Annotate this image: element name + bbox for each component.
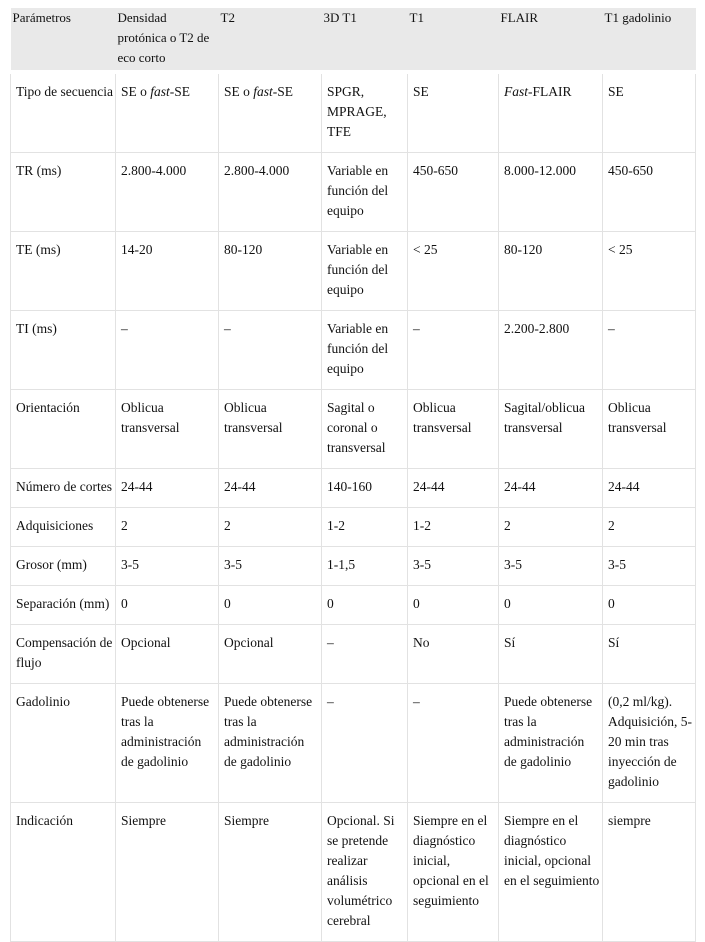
table-cell: Sí xyxy=(499,625,603,684)
table-cell: siempre xyxy=(603,803,696,942)
row-label: Tipo de secuencia xyxy=(11,72,116,153)
table-cell: Variable en función del equipo xyxy=(322,232,408,311)
table-cell: 1-1,5 xyxy=(322,547,408,586)
table-cell: (0,2 ml/kg). Adquisición, 5-20 min tras inyección de gadolinio xyxy=(603,684,696,803)
table-cell: 3-5 xyxy=(499,547,603,586)
table-cell: Puede obtenerse tras la administración de gadolinio xyxy=(116,684,219,803)
table-cell: Sí xyxy=(603,625,696,684)
table-cell: Opcional. Si se pretende realizar análisis volumétrico cerebral xyxy=(322,803,408,942)
table-row xyxy=(11,469,696,508)
italic-term: Fast xyxy=(504,84,529,99)
table-row xyxy=(11,311,696,390)
column-header: Parámetros xyxy=(11,8,116,72)
table-cell: 80-120 xyxy=(499,232,603,311)
header-row xyxy=(11,8,696,72)
table-row xyxy=(11,232,696,311)
table-row xyxy=(11,390,696,469)
table-cell: 1-2 xyxy=(408,508,499,547)
italic-term: fast xyxy=(253,84,273,99)
table-cell: 2.800-4.000 xyxy=(219,153,322,232)
table-cell: SE xyxy=(408,72,499,153)
table-cell: Opcional xyxy=(116,625,219,684)
table-cell: Variable en función del equipo xyxy=(322,153,408,232)
table-cell: 0 xyxy=(116,586,219,625)
row-label: Gadolinio xyxy=(11,684,116,803)
row-label: Número de cortes xyxy=(11,469,116,508)
table-cell: 24-44 xyxy=(408,469,499,508)
table-cell: 0 xyxy=(408,586,499,625)
row-label: Compensación de flujo xyxy=(11,625,116,684)
table-cell: Siempre en el diagnóstico inicial, opcional en el seguimiento xyxy=(499,803,603,942)
table-row xyxy=(11,508,696,547)
table-cell: 2 xyxy=(603,508,696,547)
table-cell: 450-650 xyxy=(603,153,696,232)
table-row xyxy=(11,153,696,232)
table-row xyxy=(11,803,696,942)
table-cell: 0 xyxy=(322,586,408,625)
table-cell: 450-650 xyxy=(408,153,499,232)
row-label: TR (ms) xyxy=(11,153,116,232)
table-body xyxy=(11,72,696,942)
table-cell: 24-44 xyxy=(603,469,696,508)
row-label: Orientación xyxy=(11,390,116,469)
table-cell: 3-5 xyxy=(219,547,322,586)
table-cell: Siempre en el diagnóstico inicial, opcional en el seguimiento xyxy=(408,803,499,942)
table-cell: < 25 xyxy=(408,232,499,311)
table-cell: 2.200-2.800 xyxy=(499,311,603,390)
table-row xyxy=(11,72,696,153)
table-cell: SPGR, MPRAGE, TFE xyxy=(322,72,408,153)
table-cell: Oblicua transversal xyxy=(408,390,499,469)
table-cell: – xyxy=(116,311,219,390)
table-cell: 14-20 xyxy=(116,232,219,311)
table-cell: – xyxy=(408,311,499,390)
column-header: T2 xyxy=(219,8,322,72)
table-cell: 3-5 xyxy=(603,547,696,586)
table-cell: No xyxy=(408,625,499,684)
table-cell: 0 xyxy=(219,586,322,625)
row-label: Separación (mm) xyxy=(11,586,116,625)
table-cell: Oblicua transversal xyxy=(603,390,696,469)
table-cell: Oblicua transversal xyxy=(116,390,219,469)
table-cell: 1-2 xyxy=(322,508,408,547)
table-cell: 80-120 xyxy=(219,232,322,311)
italic-term: fast xyxy=(150,84,170,99)
row-label: TI (ms) xyxy=(11,311,116,390)
table-cell: SE o fast-SE xyxy=(219,72,322,153)
row-label: Grosor (mm) xyxy=(11,547,116,586)
table-cell: 2.800-4.000 xyxy=(116,153,219,232)
table-cell: – xyxy=(603,311,696,390)
table-cell: Puede obtenerse tras la administración de gadolinio xyxy=(499,684,603,803)
table-cell: 2 xyxy=(116,508,219,547)
table-cell: SE xyxy=(603,72,696,153)
table-cell: Fast-FLAIR xyxy=(499,72,603,153)
row-label: Adquisiciones xyxy=(11,508,116,547)
table-cell: Opcional xyxy=(219,625,322,684)
table-cell: 0 xyxy=(499,586,603,625)
column-header: 3D T1 xyxy=(322,8,408,72)
table-cell: Variable en función del equipo xyxy=(322,311,408,390)
table-cell: Oblicua transversal xyxy=(219,390,322,469)
table-cell: – xyxy=(322,625,408,684)
table-row xyxy=(11,586,696,625)
column-header: Densidad protónica o T2 de eco corto xyxy=(116,8,219,72)
column-header: T1 gadolinio xyxy=(603,8,696,72)
table-cell: Siempre xyxy=(116,803,219,942)
table-cell: < 25 xyxy=(603,232,696,311)
table-row xyxy=(11,684,696,803)
table-cell: 140-160 xyxy=(322,469,408,508)
table-cell: Sagital/oblicua transversal xyxy=(499,390,603,469)
table-cell: – xyxy=(322,684,408,803)
column-header: T1 xyxy=(408,8,499,72)
table-cell: 8.000-12.000 xyxy=(499,153,603,232)
table-row xyxy=(11,547,696,586)
table-cell: SE o fast-SE xyxy=(116,72,219,153)
mri-parameters-table xyxy=(10,8,696,942)
table-cell: – xyxy=(219,311,322,390)
column-header: FLAIR xyxy=(499,8,603,72)
table-header xyxy=(11,8,696,72)
table-cell: 24-44 xyxy=(499,469,603,508)
table-cell: 24-44 xyxy=(219,469,322,508)
table-cell: 24-44 xyxy=(116,469,219,508)
row-label: Indicación xyxy=(11,803,116,942)
table-cell: Siempre xyxy=(219,803,322,942)
table-cell: 0 xyxy=(603,586,696,625)
table-cell: 3-5 xyxy=(408,547,499,586)
table-cell: Puede obtenerse tras la administración de gadolinio xyxy=(219,684,322,803)
table-row xyxy=(11,625,696,684)
table-cell: 3-5 xyxy=(116,547,219,586)
table-cell: Sagital o coronal o transversal xyxy=(322,390,408,469)
table-cell: 2 xyxy=(219,508,322,547)
table-cell: – xyxy=(408,684,499,803)
table-cell: 2 xyxy=(499,508,603,547)
row-label: TE (ms) xyxy=(11,232,116,311)
